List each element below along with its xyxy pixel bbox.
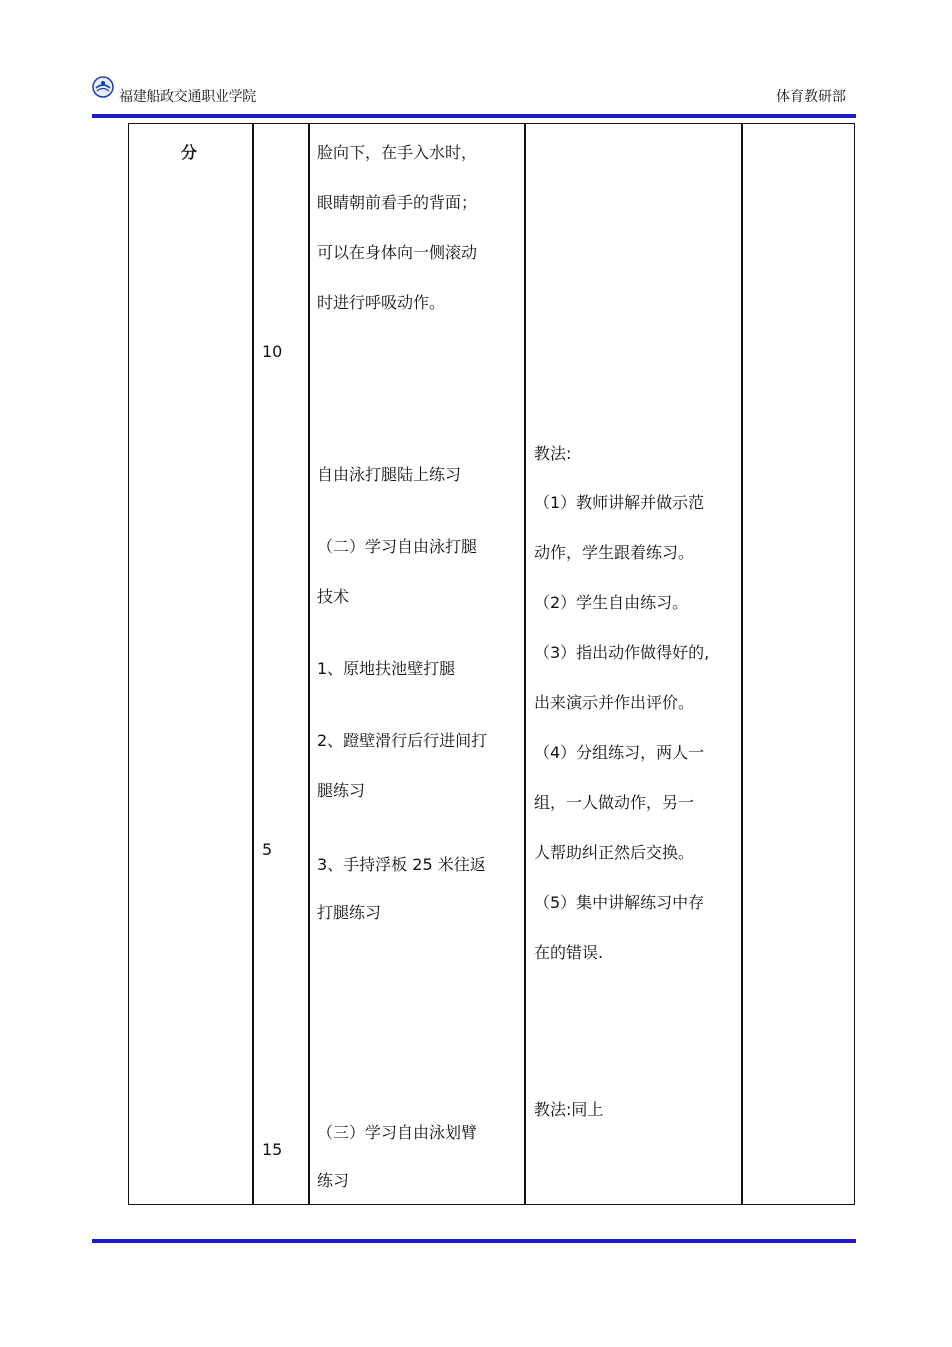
department-name: 体育教研部 (776, 89, 846, 105)
method-line: 动作，学生跟着练习。 (534, 543, 695, 562)
method-line: 教法: (534, 444, 572, 463)
method-line: （1）教师讲解并做示范 (534, 493, 705, 512)
column-divider (741, 124, 743, 1204)
method-line: （4）分组练习，两人一 (534, 743, 705, 762)
content-line: 脸向下，在手入水时， (317, 143, 478, 162)
content-line: （三）学习自由泳划臂 (317, 1123, 478, 1142)
column-divider (524, 124, 526, 1204)
content-line: 3、手持浮板 25 米往返 (317, 855, 486, 874)
method-line: 组，一人做动作，另一 (534, 793, 695, 812)
content-line: 技术 (317, 587, 350, 606)
method-line: （2）学生自由练习。 (534, 593, 689, 612)
method-line: （3）指出动作做得好的, (534, 643, 710, 662)
content-line: 2、蹬壁滑行后行进间打 (317, 731, 488, 750)
section-label: 分 (181, 143, 198, 162)
content-line: 自由泳打腿陆上练习 (317, 465, 462, 484)
content-line: 时进行呼吸动作。 (317, 293, 446, 312)
content-line: 可以在身体向一侧滚动 (317, 243, 478, 262)
content-line: 练习 (317, 1171, 350, 1190)
content-line: 打腿练习 (317, 903, 382, 922)
content-line: 眼睛朝前看手的背面； (317, 193, 478, 212)
time-value: 10 (262, 342, 283, 361)
content-line: 1、原地扶池壁打腿 (317, 659, 456, 678)
lesson-plan-table (128, 123, 855, 1205)
method-line: 教法:同上 (534, 1100, 604, 1119)
method-line: 出来演示并作出评价。 (534, 693, 695, 712)
school-name: 福建船政交通职业学院 (119, 89, 256, 105)
column-divider (308, 124, 310, 1204)
column-divider (252, 124, 254, 1204)
method-line: （5）集中讲解练习中存 (534, 893, 705, 912)
time-value: 15 (262, 1140, 283, 1159)
school-logo-icon (92, 76, 114, 98)
page-header (92, 70, 856, 116)
method-line: 人帮助纠正然后交换。 (534, 843, 695, 862)
header-rule (92, 114, 856, 118)
method-line: 在的错误. (534, 943, 604, 962)
content-line: （二）学习自由泳打腿 (317, 537, 478, 556)
time-value: 5 (262, 840, 273, 859)
content-line: 腿练习 (317, 781, 366, 800)
footer-rule (92, 1239, 856, 1243)
